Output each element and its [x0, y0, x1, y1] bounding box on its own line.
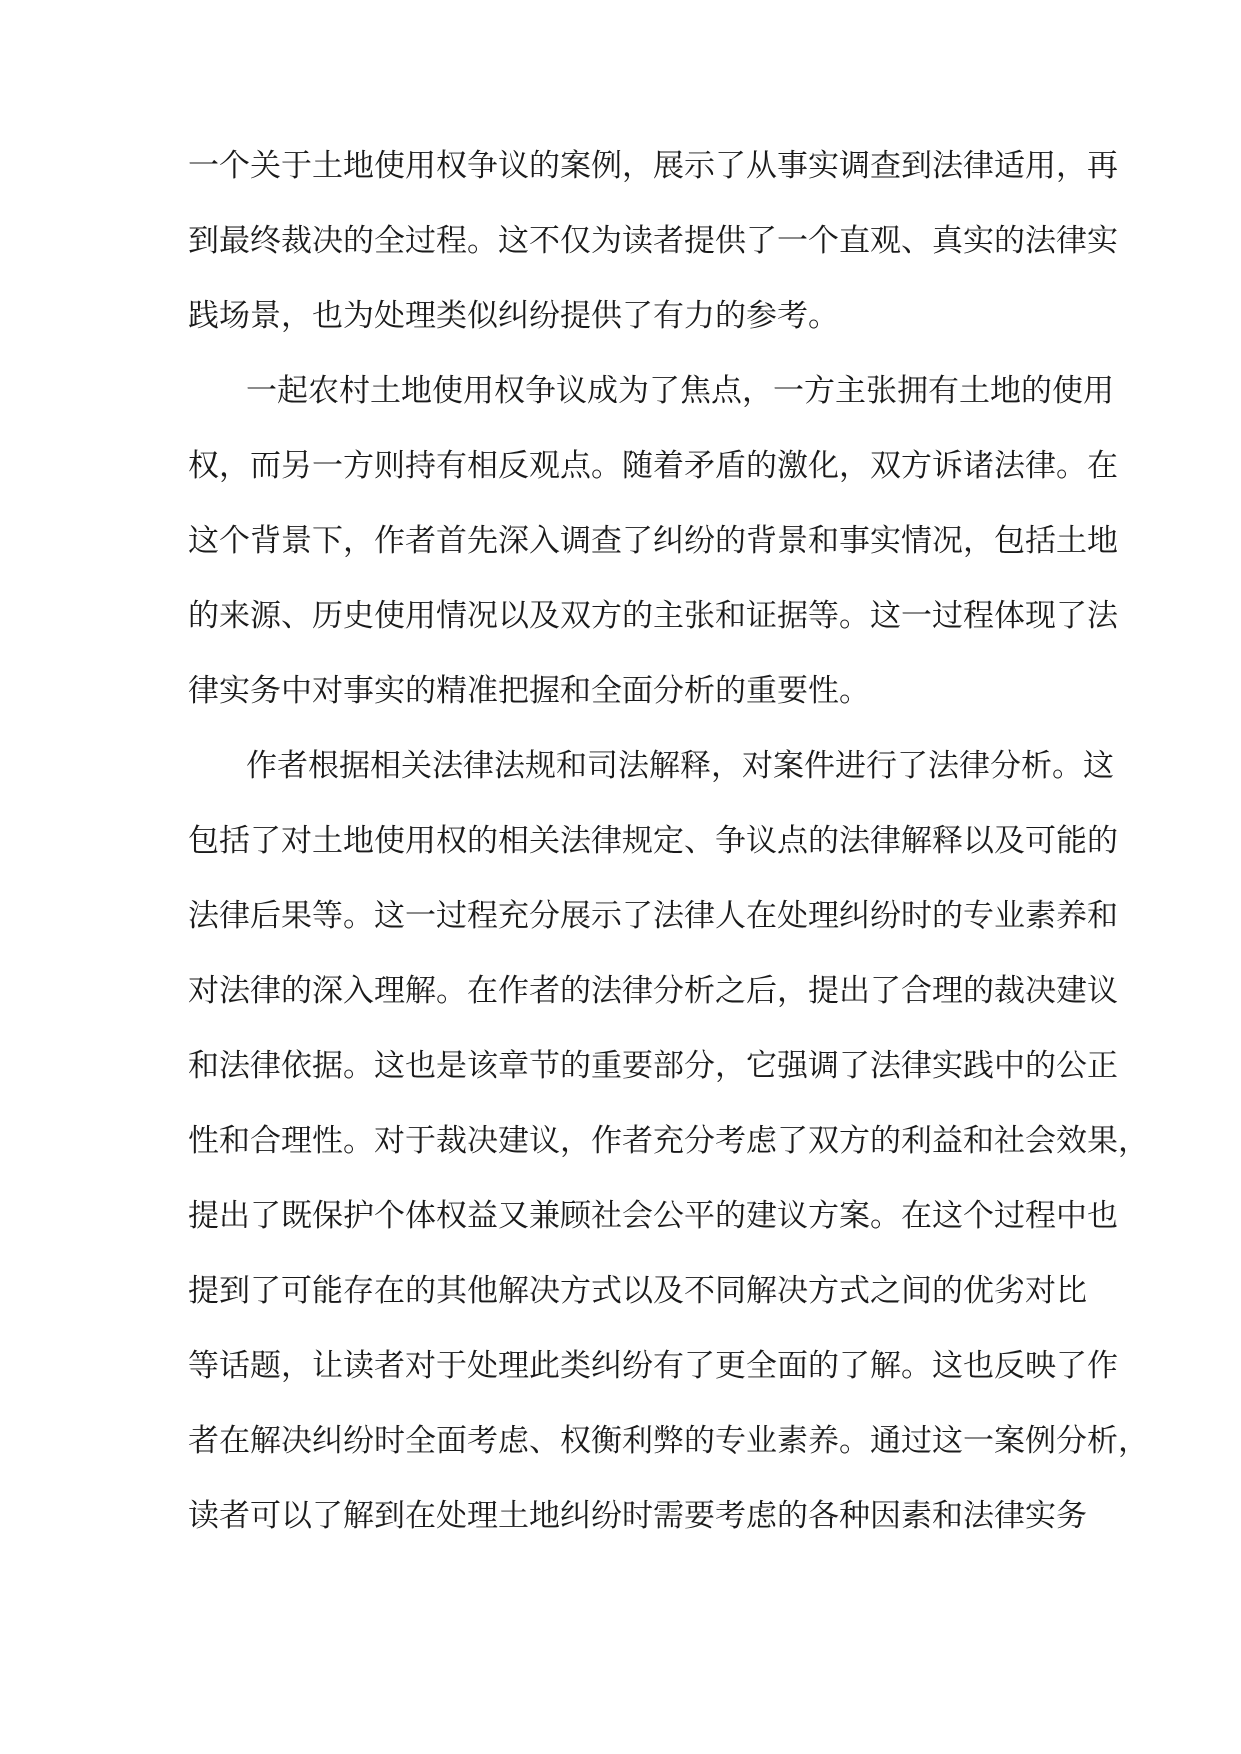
- text-line: 权，而另一方则持有相反观点。随着矛盾的激化，双方诉诸法律。在: [188, 448, 1118, 484]
- text-line: 包括了对土地使用权的相关法律规定、争议点的法律解释以及可能的: [188, 823, 1118, 859]
- text-line: 等话题，让读者对于处理此类纠纷有了更全面的了解。这也反映了作: [188, 1348, 1118, 1384]
- text-line: 一个关于土地使用权争议的案例，展示了从事实调查到法律适用，再: [188, 148, 1118, 184]
- text-line: 法律后果等。这一过程充分展示了法律人在处理纠纷时的专业素养和: [188, 898, 1118, 934]
- text-line: 提出了既保护个体权益又兼顾社会公平的建议方案。在这个过程中也: [188, 1198, 1118, 1234]
- paragraph-first-line: 作者根据相关法律法规和司法解释，对案件进行了法律分析。这: [246, 748, 1114, 784]
- text-line: 性和合理性。对于裁决建议，作者充分考虑了双方的利益和社会效果，: [188, 1123, 1149, 1159]
- text-line: 律实务中对事实的精准把握和全面分析的重要性。: [188, 673, 870, 709]
- text-line: 读者可以了解到在处理土地纠纷时需要考虑的各种因素和法律实务: [188, 1498, 1087, 1534]
- paragraph-first-line: 一起农村土地使用权争议成为了焦点，一方主张拥有土地的使用: [246, 373, 1114, 409]
- text-line: 提到了可能存在的其他解决方式以及不同解决方式之间的优劣对比: [188, 1273, 1087, 1309]
- text-line: 践场景，也为处理类似纠纷提供了有力的参考。: [188, 298, 839, 334]
- text-line: 者在解决纠纷时全面考虑、权衡利弊的专业素养。通过这一案例分析，: [188, 1423, 1149, 1459]
- text-line: 的来源、历史使用情况以及双方的主张和证据等。这一过程体现了法: [188, 598, 1118, 634]
- text-line: 这个背景下，作者首先深入调查了纠纷的背景和事实情况，包括土地: [188, 523, 1118, 559]
- text-line: 和法律依据。这也是该章节的重要部分，它强调了法律实践中的公正: [188, 1048, 1118, 1084]
- text-line: 对法律的深入理解。在作者的法律分析之后，提出了合理的裁决建议: [188, 973, 1118, 1009]
- text-line: 到最终裁决的全过程。这不仅为读者提供了一个直观、真实的法律实: [188, 223, 1118, 259]
